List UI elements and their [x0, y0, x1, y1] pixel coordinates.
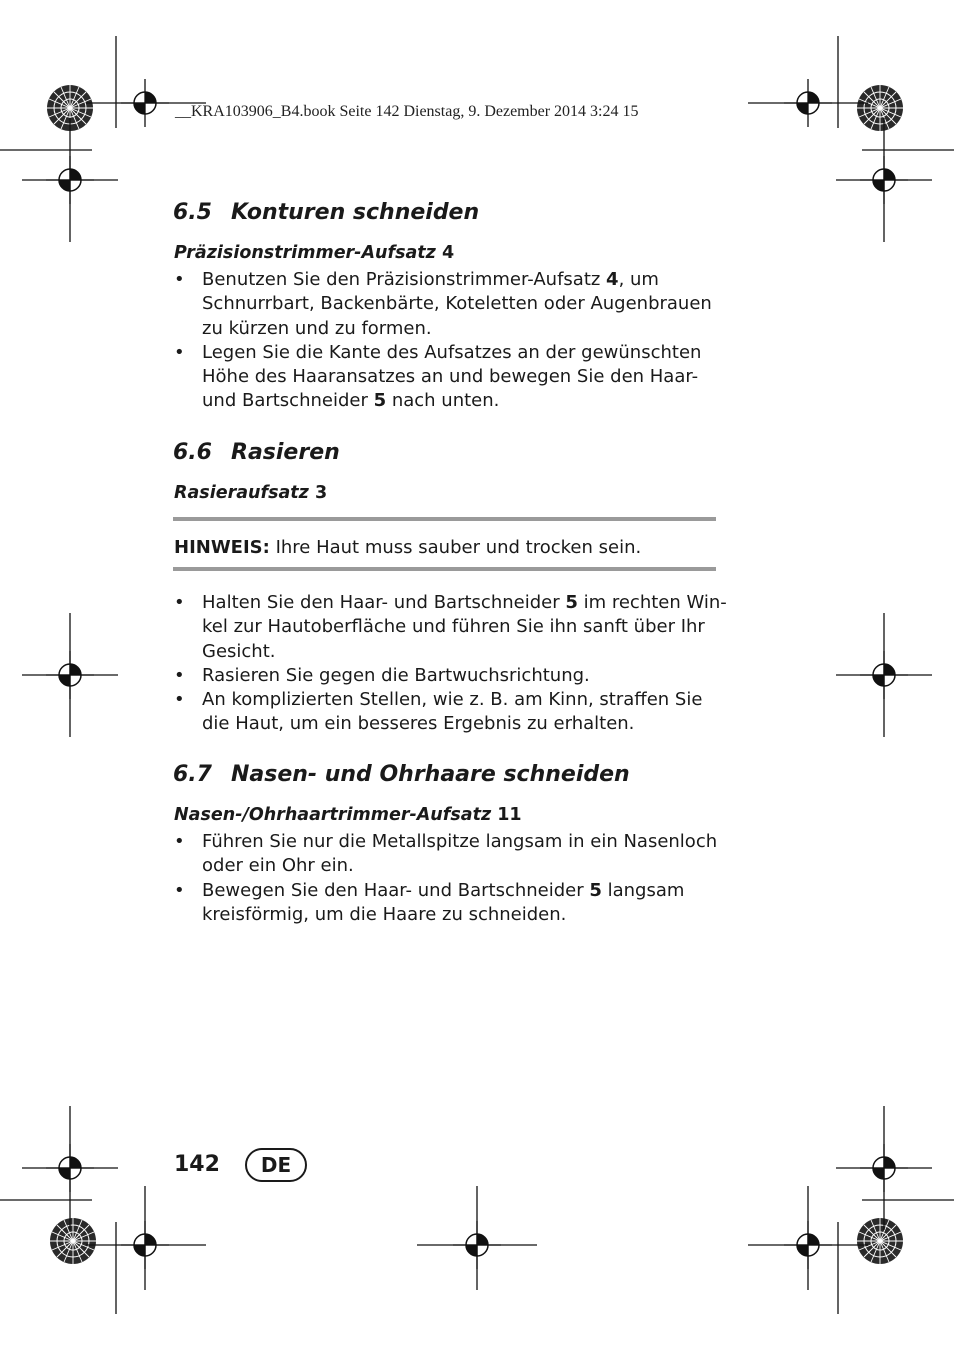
- section-heading-6-5: [173, 200, 479, 225]
- note-label: HINWEIS:: [174, 537, 270, 558]
- part-reference: 5: [373, 390, 387, 412]
- section-number: 6.6: [173, 440, 212, 465]
- text-run: und Bartschneider: [202, 390, 374, 412]
- list-item: [174, 341, 719, 414]
- bullet-dot: •: [174, 689, 185, 711]
- part-reference: 4: [441, 243, 455, 263]
- text-run: Rasieren Sie gegen die Bartwuchsrichtung.: [202, 664, 590, 686]
- text-run: oder ein Ohr ein.: [202, 855, 354, 877]
- text-run: im rechten Win-: [577, 592, 727, 613]
- list-item-line: [202, 830, 719, 854]
- bullet-dot: •: [174, 831, 185, 852]
- language-badge: DE: [245, 1148, 307, 1182]
- note-text: Ihre Haut muss sauber und trocken sein.: [269, 537, 642, 558]
- text-run: kel zur Hautoberfläche und führen Sie ihn sanft über Ihr: [202, 616, 705, 638]
- text-run: Bewegen Sie den Haar- und Bartschneider: [202, 879, 590, 901]
- list-item-line: [202, 365, 719, 389]
- subheading-text: Rasieraufsatz: [174, 483, 309, 503]
- list-item-line: [202, 591, 727, 615]
- list-item: [174, 591, 727, 664]
- text-run: kreisförmig, um die Haare zu schneiden.: [202, 903, 567, 925]
- text-run: , um: [618, 269, 659, 290]
- list-item-line: [202, 664, 719, 688]
- list-item-line: [202, 317, 719, 341]
- part-reference: 11: [497, 805, 522, 825]
- part-reference: 4: [606, 269, 619, 290]
- part-reference: 5: [565, 592, 578, 613]
- list-item-line: [202, 389, 719, 413]
- text-run: nach unten.: [386, 390, 500, 412]
- part-reference: 5: [589, 879, 602, 901]
- list-item-line: [202, 292, 719, 316]
- text-run: die Haut, um ein besseres Ergebnis zu erhalten.: [202, 713, 635, 735]
- print-slug-line: __KRA103906_B4.book Seite 142 Dienstag, 9. Dezember 2014 3:24 15: [175, 103, 639, 120]
- section-title: Rasieren: [231, 440, 340, 465]
- section-number: 6.7: [173, 762, 212, 787]
- note-bottom-rule: [173, 567, 716, 571]
- text-run: Gesicht.: [202, 640, 276, 662]
- list-item-line: [202, 640, 719, 664]
- bullet-dot: •: [174, 879, 185, 901]
- bullet-list: [174, 268, 719, 414]
- note-top-rule: [173, 517, 716, 521]
- text-run: Schnurrbart, Backenbärte, Koteletten oder Augenbrauen: [202, 293, 712, 315]
- list-item: [174, 268, 719, 341]
- subheading-shaving-head: [174, 483, 327, 503]
- bullet-dot: •: [174, 341, 185, 363]
- bullet-dot: •: [174, 269, 185, 290]
- page-number: 142: [174, 1152, 220, 1177]
- text-run: Benutzen Sie den Präzisionstrimmer-Aufsatz: [202, 269, 607, 290]
- text-run: Halten Sie den Haar- und Bartschneider: [202, 592, 566, 613]
- list-item-line: [202, 879, 719, 903]
- section-heading-6-6: [173, 440, 340, 465]
- subheading-text: Präzisionstrimmer-Aufsatz: [174, 243, 436, 263]
- text-run: zu kürzen und zu formen.: [202, 317, 432, 339]
- part-reference: 3: [314, 483, 328, 503]
- text-run: langsam: [601, 879, 685, 901]
- list-item-line: [202, 341, 719, 365]
- list-item-line: [202, 903, 719, 927]
- list-item-line: [202, 268, 719, 292]
- text-run: Führen Sie nur die Metallspitze langsam in ein Nasenloch: [202, 831, 718, 852]
- subheading-precision-trimmer: [174, 243, 454, 263]
- list-item-line: [202, 688, 719, 712]
- bullet-dot: •: [174, 592, 185, 613]
- list-item-line: [202, 712, 719, 736]
- list-item: [174, 688, 719, 737]
- list-item-line: [202, 854, 719, 878]
- text-run: Höhe des Haaransatzes an und bewegen Sie den Haar-: [202, 366, 699, 388]
- text-run: An komplizierten Stellen, wie z. B. am Kinn, straffen Sie: [202, 689, 703, 711]
- bullet-dot: •: [174, 664, 185, 686]
- section-number: 6.5: [173, 200, 212, 225]
- subheading-text: Nasen-/Ohrhaartrimmer-Aufsatz: [174, 805, 492, 825]
- section-heading-6-7: [173, 762, 630, 787]
- list-item: [174, 830, 719, 879]
- section-title: Konturen schneiden: [231, 200, 480, 225]
- text-run: Legen Sie die Kante des Aufsatzes an der gewünschten: [202, 341, 702, 363]
- list-item: [174, 664, 719, 688]
- bullet-list: [174, 591, 727, 737]
- list-item: [174, 879, 719, 928]
- note-box: [174, 537, 641, 558]
- section-title: Nasen- und Ohrhaare schneiden: [231, 762, 630, 787]
- subheading-nose-ear-trimmer: [174, 805, 522, 825]
- list-item-line: [202, 615, 719, 639]
- bullet-list: [174, 830, 719, 927]
